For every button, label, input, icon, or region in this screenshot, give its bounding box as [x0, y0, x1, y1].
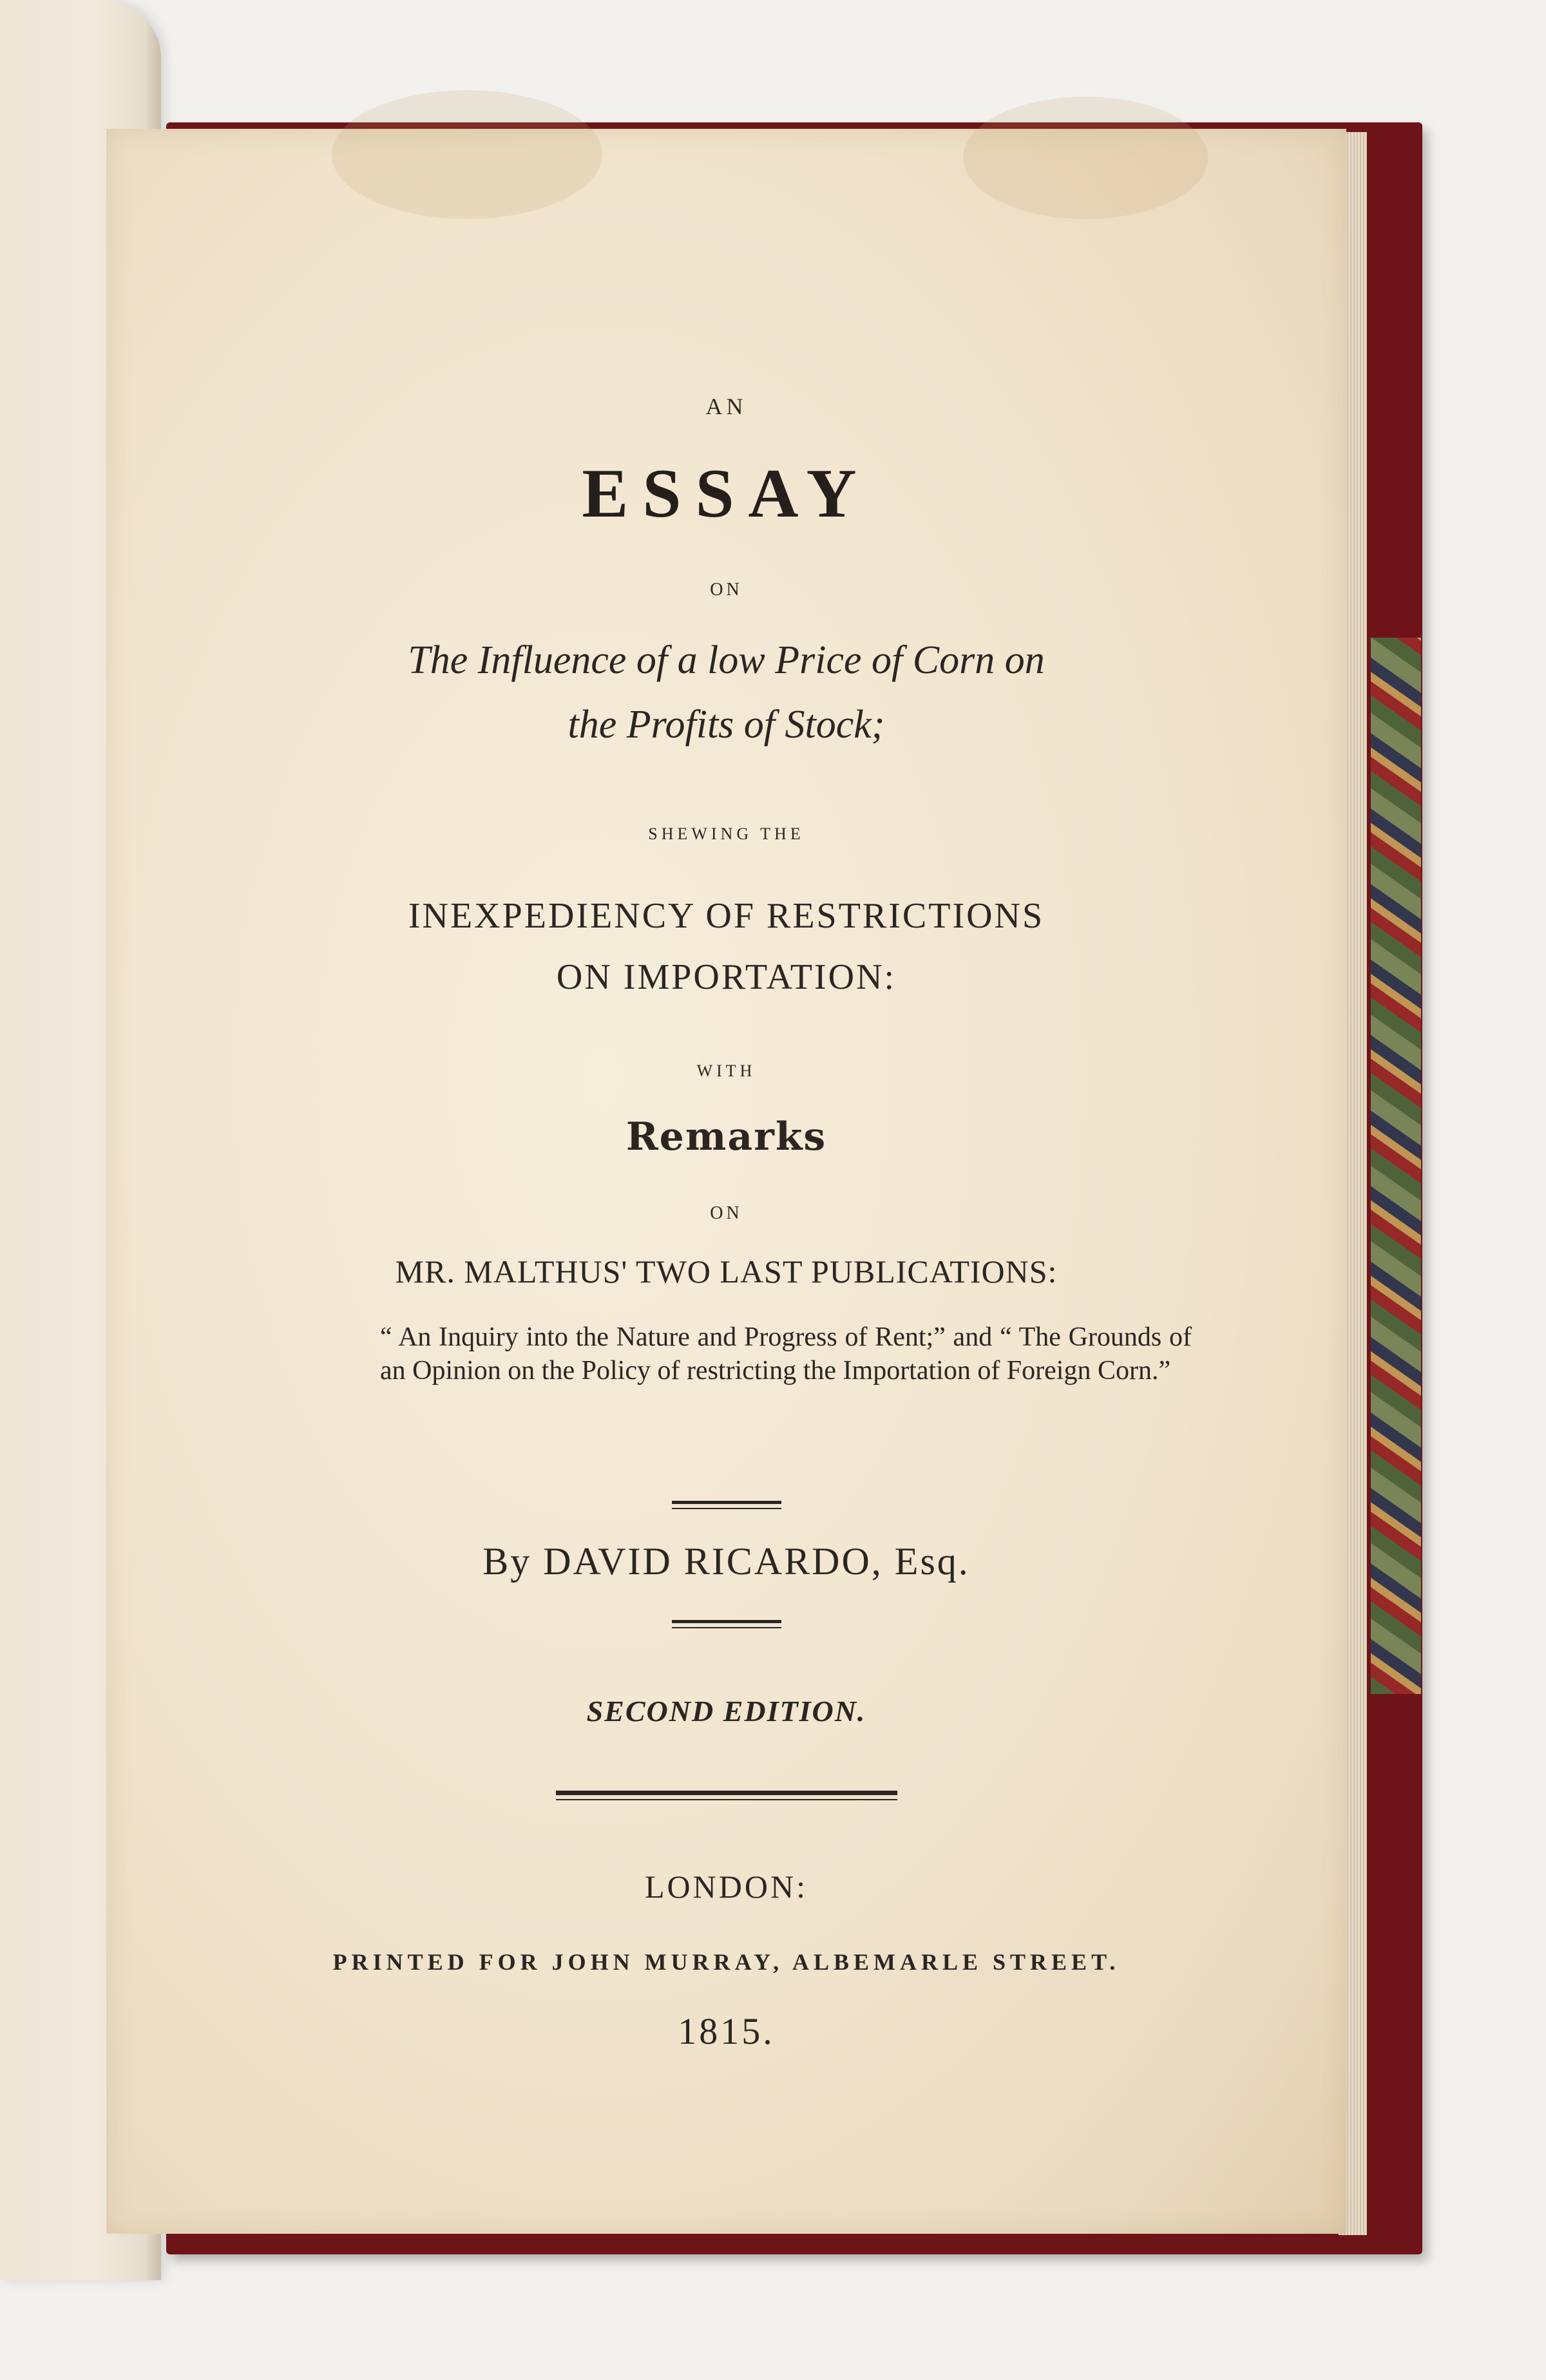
word-on: ON — [710, 580, 743, 600]
inexpediency-line: INEXPEDIENCY OF RESTRICTIONS — [408, 896, 1045, 936]
subject-line-2: the Profits of Stock; — [568, 703, 885, 747]
double-rule-long — [556, 1791, 897, 1800]
foxing-stain — [332, 90, 602, 219]
edition-line: SECOND EDITION. — [586, 1695, 866, 1728]
printer-line: PRINTED FOR JOHN MURRAY, ALBEMARLE STREET. — [332, 1949, 1120, 1975]
word-with: WITH — [696, 1061, 756, 1080]
subject-line-1: The Influence of a low Price of Corn on — [408, 638, 1045, 682]
blackletter-remarks: Remarks — [625, 1114, 827, 1159]
word-an: AN — [705, 394, 747, 419]
malthus-line: MR. MALTHUS' TWO LAST PUBLICATIONS: — [395, 1253, 1058, 1290]
publication-year: 1815. — [678, 2010, 775, 2052]
word-shewing: SHEWING THE — [648, 824, 805, 843]
importation-line: ON IMPORTATION: — [556, 957, 897, 997]
works-quotation: “ An Inquiry into the Nature and Progress of Rent;” and “ The Grounds of an Opinion on the Policy of restricting the Importation of Foreign Corn.” — [380, 1322, 1192, 1385]
foxing-stain — [963, 97, 1208, 219]
heading-essay: ESSAY — [582, 455, 871, 532]
author-line: By DAVID RICARDO, Esq. — [482, 1540, 970, 1583]
title-page — [106, 129, 1346, 2234]
double-rule-top — [672, 1501, 781, 1509]
place-of-publication: LONDON: — [645, 1869, 808, 1905]
double-rule-middle — [672, 1620, 781, 1628]
marbled-paper-edge — [1371, 638, 1421, 1694]
word-on-second: ON — [710, 1203, 743, 1223]
